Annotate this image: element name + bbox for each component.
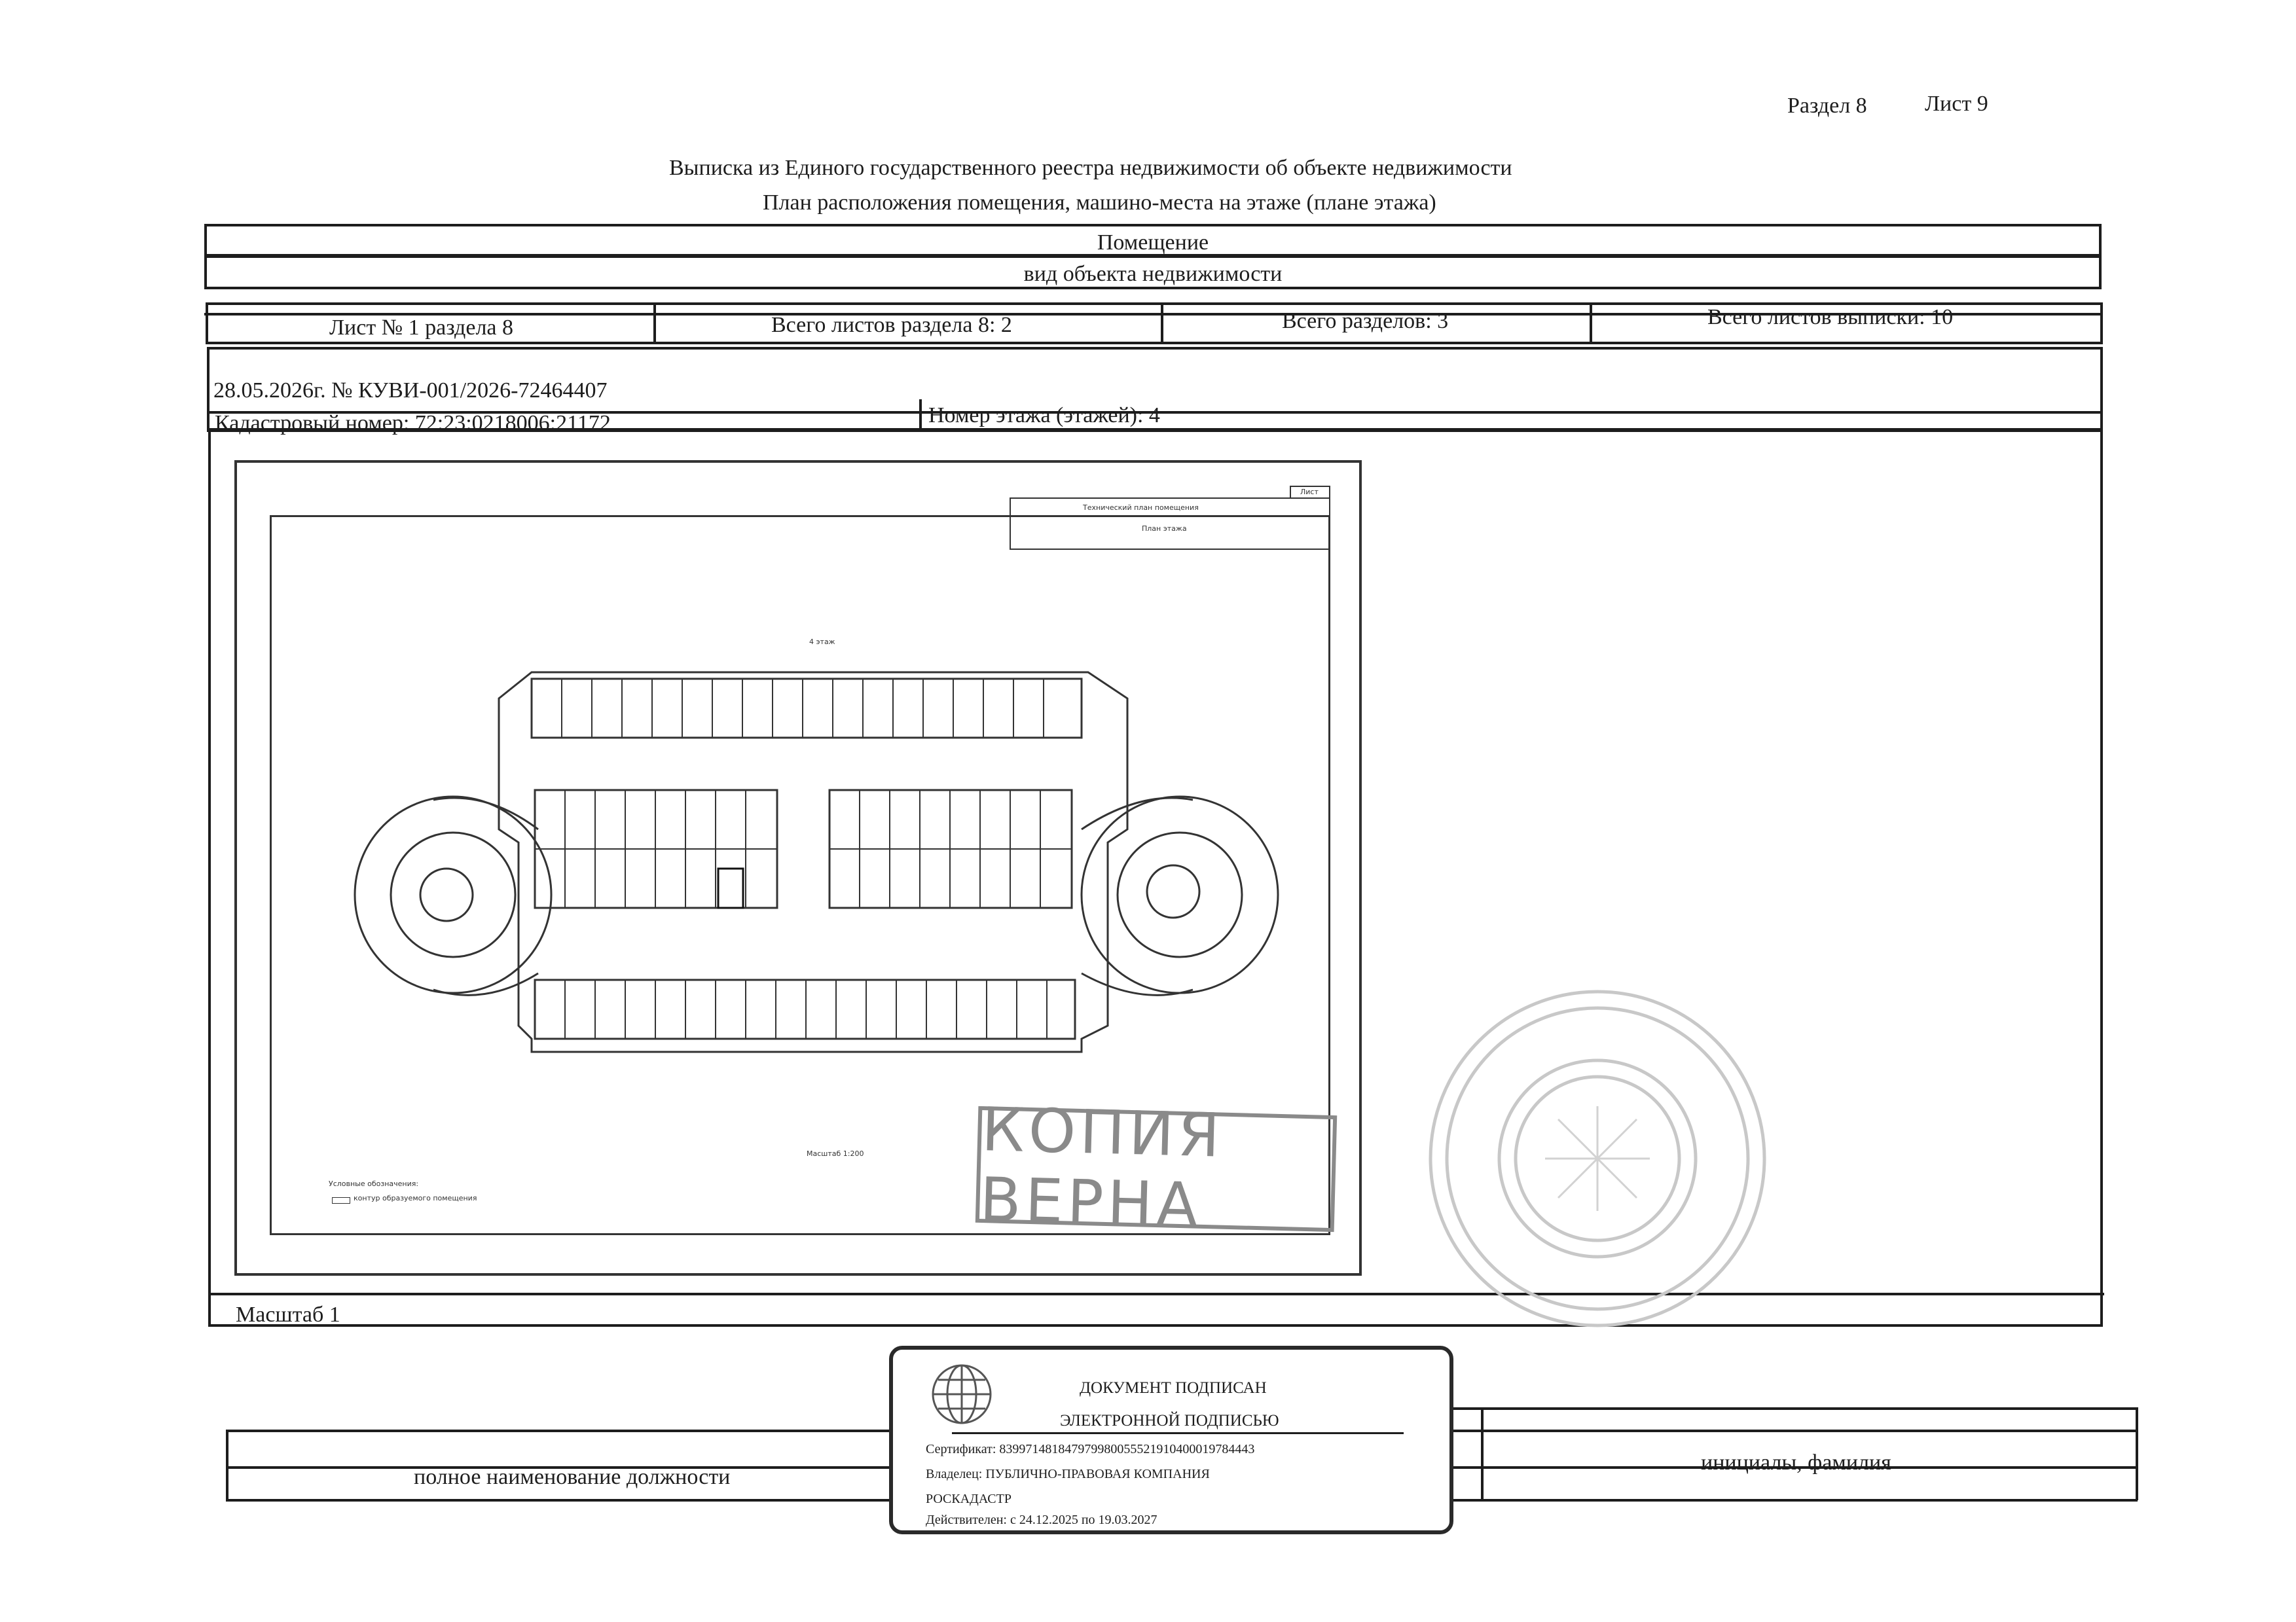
top-stall-row: [532, 679, 1082, 738]
certificate-number: Сертификат: 839971481847979980055521910400019784443: [926, 1442, 1255, 1456]
total-sheets-extract: Всего листов выписки: 10: [1707, 305, 1954, 329]
floor-number: Номер этажа (этажей): 4: [928, 403, 1160, 427]
cell-divider: [1590, 302, 1592, 344]
object-name: Помещение: [1097, 230, 1209, 255]
document-title: Выписка из Единого государственного реестра недвижимости об объекте недвижимости: [669, 156, 1512, 180]
object-kind-cell: [204, 255, 2102, 289]
signature-title: ДОКУМЕНТ ПОДПИСАН: [1080, 1379, 1267, 1397]
round-seal: [1421, 982, 1774, 1335]
plan-scale: Масштаб 1:200: [807, 1149, 864, 1158]
cadastral-number: Кадастровый номер: 72:23:0218006:21172: [215, 411, 611, 435]
building-outline: [499, 672, 1127, 1052]
cell-divider: [653, 302, 656, 344]
plan-subtitle: План этажа: [1142, 524, 1187, 533]
signature-table-top-right: [1394, 1407, 2138, 1410]
registration-row: [207, 347, 2103, 435]
sheet-info-row: [206, 302, 2103, 344]
certificate-owner-org: РОСКАДАСТР: [926, 1492, 1011, 1506]
left-connector-bottom: [433, 973, 538, 995]
left-ramp-middle: [391, 833, 515, 957]
sheet-of-section: Лист № 1 раздела 8: [329, 315, 513, 340]
cell-divider: [1161, 302, 1163, 344]
legend-item: контур образуемого помещения: [354, 1194, 477, 1202]
sheet-number: Лист 9: [1925, 92, 1988, 116]
right-connector: [1082, 798, 1193, 829]
list-label: Лист: [1300, 488, 1319, 496]
signature-table-right: [2136, 1407, 2138, 1500]
cell-divider: [919, 399, 922, 432]
highlighted-parking-space: [718, 869, 743, 908]
left-ramp-outer: [355, 797, 551, 993]
scale-divider: [208, 1293, 2104, 1295]
right-ramp-outer: [1082, 797, 1278, 993]
object-name-cell: [204, 224, 2102, 257]
signature-table-left: [226, 1430, 228, 1500]
name-label: инициалы, фамилия: [1701, 1451, 1891, 1475]
left-ramp-core: [420, 869, 473, 921]
bottom-stall-row: [535, 980, 1075, 1039]
scale-label: Масштаб 1: [236, 1303, 340, 1327]
signature-subtitle: ЭЛЕКТРОННОЙ ПОДПИСЬЮ: [1060, 1412, 1279, 1430]
object-kind: вид объекта недвижимости: [1023, 262, 1283, 286]
legend-title: Условные обозначения:: [329, 1180, 419, 1188]
document-subtitle: План расположения помещения, машино-места на этаже (плане этажа): [763, 190, 1436, 215]
electronic-signature-stamp: [889, 1346, 1453, 1534]
section-number: Раздел 8: [1787, 94, 1867, 118]
signature-table-divider: [1481, 1407, 1484, 1500]
plan-title: Технический план помещения: [1083, 503, 1199, 512]
right-ramp-core: [1147, 865, 1199, 918]
right-ramp-middle: [1118, 833, 1242, 957]
certificate-owner: Владелец: ПУБЛИЧНО-ПРАВОВАЯ КОМПАНИЯ: [926, 1467, 1210, 1481]
signature-underline: [952, 1432, 1404, 1434]
position-label: полное наименование должности: [414, 1465, 731, 1489]
rosreestr-emblem-icon: [929, 1361, 994, 1427]
total-sections: Всего разделов: 3: [1282, 309, 1449, 333]
floor-label: 4 этаж: [809, 638, 835, 646]
copy-verified-stamp: КОПИЯ ВЕРНА: [975, 1106, 1337, 1232]
total-sheets-section: Всего листов раздела 8: 2: [771, 313, 1012, 337]
certificate-validity: Действителен: с 24.12.2025 по 19.03.2027: [926, 1513, 1157, 1527]
date-number: 28.05.2026г. № КУВИ-001/2026-72464407: [213, 378, 608, 403]
